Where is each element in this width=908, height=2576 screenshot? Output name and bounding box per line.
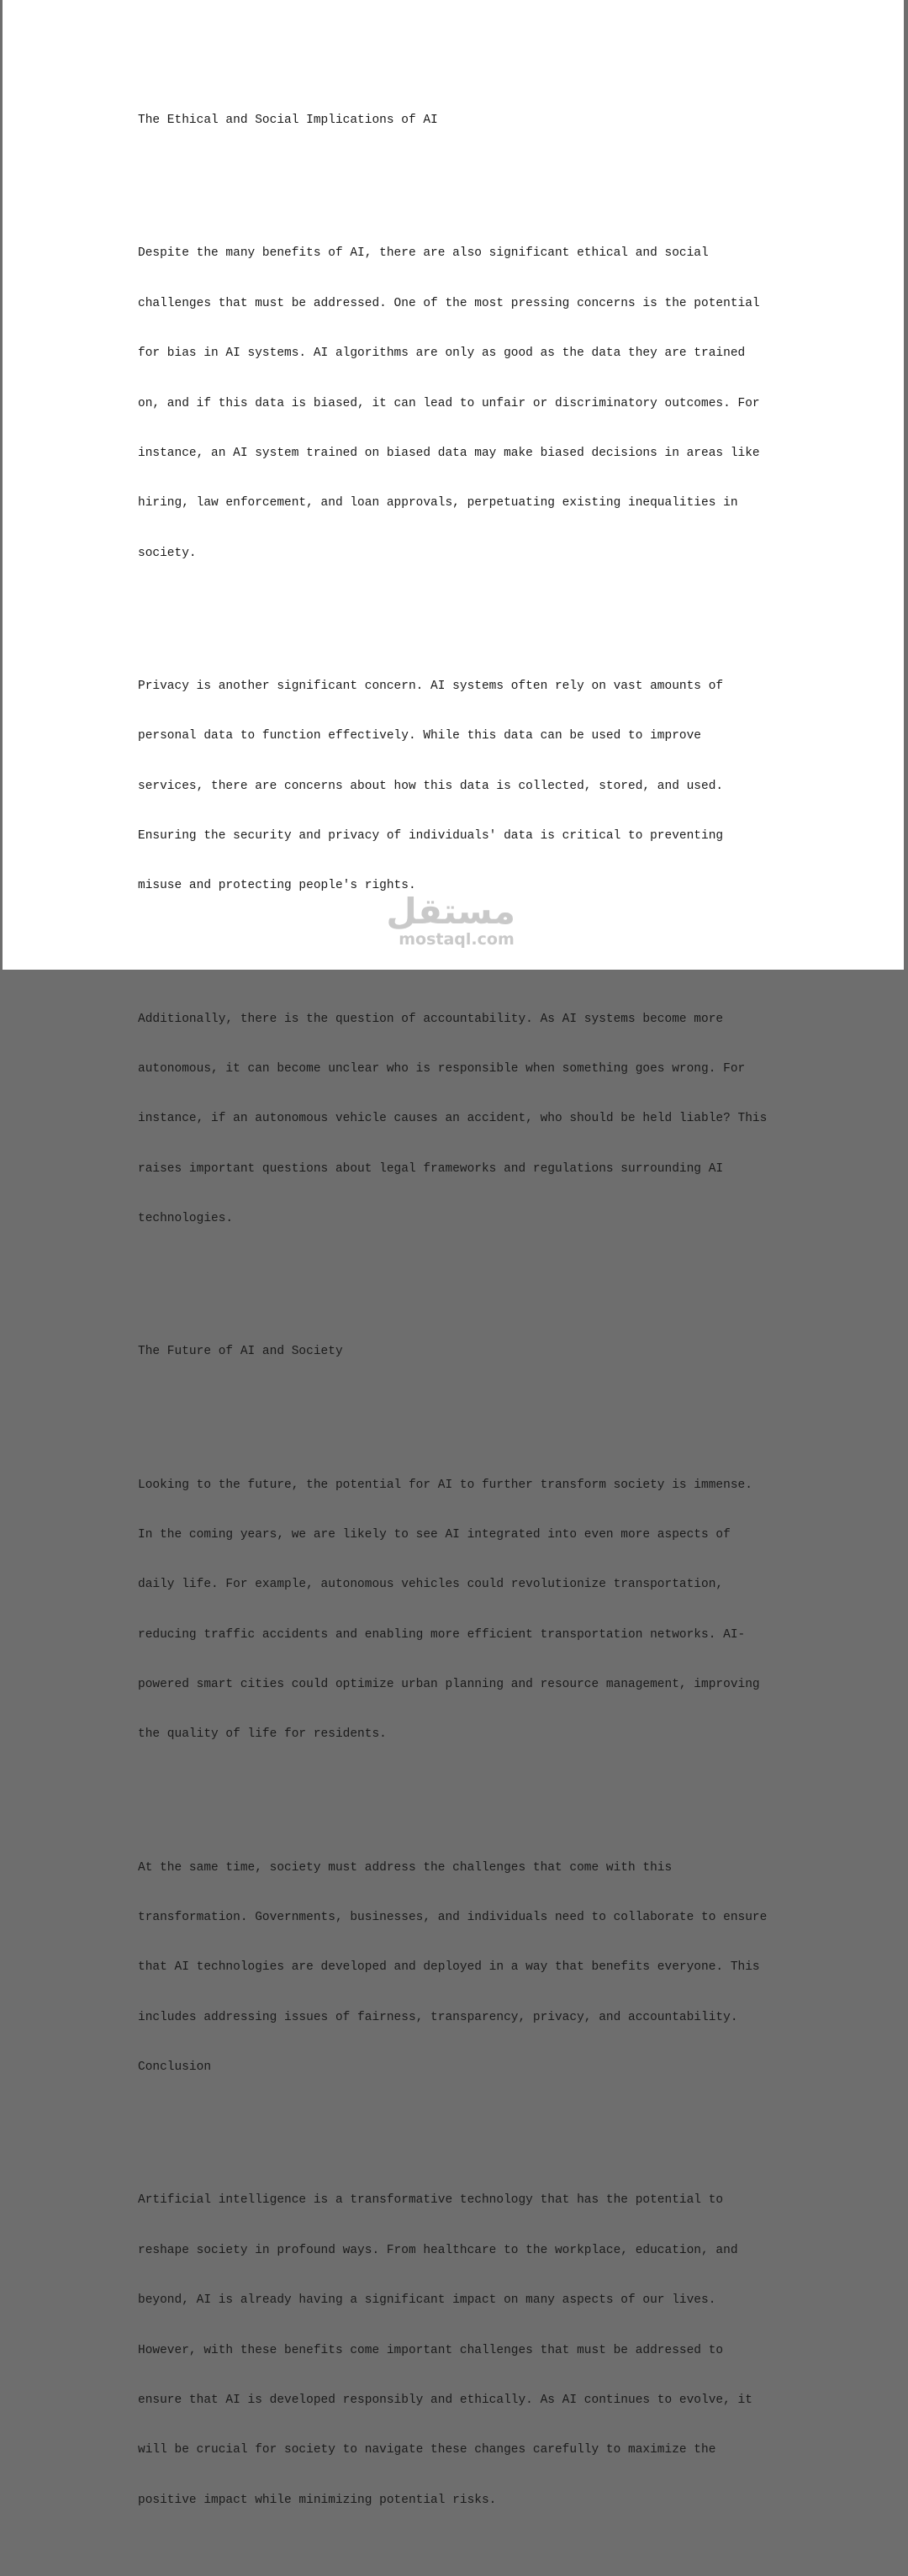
text-line: beyond, AI is already having a significant impact on many aspects of our lives. [138,2293,716,2308]
text-line: daily life. For example, autonomous vehicles could revolutionize transportation, [138,1578,724,1592]
watermark-url: mostaql.com [399,930,515,949]
paragraph-bias [138,213,785,595]
text-line: society. [138,546,197,560]
text-line: will be crucial for society to navigate these changes carefully to maximize the [138,2443,716,2457]
document-page [3,0,904,2507]
text-line: challenges that must be addressed. One of the most pressing concerns is the potential [138,296,760,310]
text-line: raises important questions about legal frameworks and regulations surrounding AI [138,1161,724,1176]
paragraph-future [138,1444,785,1777]
text-line: on, and if this data is biased, it can lead to unfair or discriminatory outcomes. For [138,396,760,410]
text-line: technologies. [138,1212,234,1226]
text-line: hiring, law enforcement, and loan approvals, perpetuating existing inequalities in [138,496,738,510]
text-line: reshape society in profound ways. From healthcare to the workplace, education, and [138,2243,738,2257]
section-heading-future [138,1311,785,1394]
text-line: Additionally, there is the question of accountability. As AI systems become more [138,1012,724,1026]
document-body [138,46,785,2576]
text-line: The Ethical and Social Implications of AI [138,114,438,128]
text-line: personal data to function effectively. While this data can be used to improve [138,729,702,743]
text-line: services, there are concerns about how this data is collected, stored, and used. [138,779,724,793]
paragraph-accountability [138,978,785,1262]
text-line: Ensuring the security and privacy of individuals' data is critical to preventing [138,829,724,844]
text-line: Conclusion [138,2060,212,2075]
text-line: transformation. Governments, businesses, and individuals need to collaborate to ensure [138,1911,768,1925]
text-line: instance, if an autonomous vehicle causes an accident, who should be held liable? This [138,1112,768,1126]
text-line: Despite the many benefits of AI, there are also significant ethical and social [138,246,709,261]
text-line: ensure that AI is developed responsibly and ethically. As AI continues to evolve, it [138,2393,752,2407]
section-heading-ethics [138,80,785,163]
text-line: However, with these benefits come important challenges that must be addressed to [138,2343,724,2357]
text-line: In the coming years, we are likely to see AI integrated into even more aspects of [138,1527,731,1542]
text-line: instance, an AI system trained on biased data may make biased decisions in areas like [138,446,760,460]
text-line: the quality of life for residents. [138,1727,387,1742]
text-line: At the same time, society must address the challenges that come with this [138,1860,673,1875]
text-line: reducing traffic accidents and enabling more efficient transportation networks. AI- [138,1627,746,1642]
paragraph-conclusion [138,2160,785,2542]
text-line: powered smart cities could optimize urban planning and resource management, improving [138,1678,760,1692]
watermark-arabic: مستقل [386,891,515,932]
text-line: Looking to the future, the potential for AI to further transform society is immense. [138,1478,752,1492]
mostaql-watermark [386,891,515,949]
text-line: positive impact while minimizing potential risks. [138,2493,497,2507]
text-line: misuse and protecting people's rights. [138,879,416,893]
paragraph-privacy [138,645,785,932]
text-line: that AI technologies are developed and deployed in a way that benefits everyone. This [138,1960,760,1975]
text-line: Artificial intelligence is a transformative technology that has the potential to [138,2193,724,2208]
text-line: for bias in AI systems. AI algorithms are only as good as the data they are trained [138,346,746,361]
text-line: autonomous, it can become unclear who is responsible when something goes wrong. For [138,1062,746,1076]
text-line: The Future of AI and Society [138,1345,343,1359]
paragraph-challenges [138,1827,785,2110]
text-line: includes addressing issues of fairness, transparency, privacy, and accountability. [138,2010,738,2024]
text-line: Privacy is another significant concern. AI systems often rely on vast amounts of [138,679,724,693]
